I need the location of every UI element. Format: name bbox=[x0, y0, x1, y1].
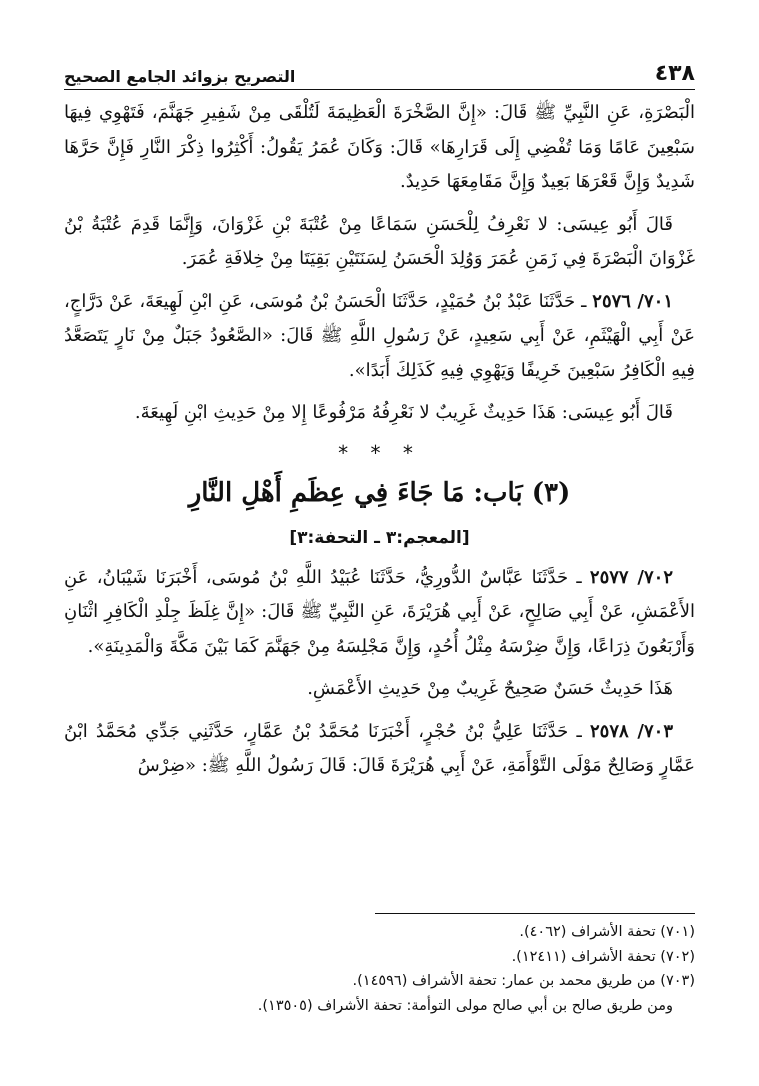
paragraph-commentary: قَالَ أَبُو عِيسَى: لا نَعْرِفُ لِلْحَسَنِ سَمَاعًا مِنْ عُتْبَةَ بْنِ غَزْوَانَ، وَإِنَّمَا قَدِمَ عُتْبَةُ بْنُ غَزْوَانَ الْبَصْرَةَ فِي زَمَنِ عُمَرَ وَوُلِدَ الْحَسَنُ لِسَنَتَيْنِ بَقِيَتَا مِنْ خِلافَةِ عُمَرَ. bbox=[64, 213, 695, 269]
footnotes bbox=[64, 920, 695, 1018]
footnote: (٧٠٣) من طريق محمد بن عمار: تحفة الأشراف (١٤٥٩٦). bbox=[352, 973, 695, 989]
chapter-references: [المعجم:٣ ـ التحفة:٣] bbox=[289, 527, 470, 548]
hadith-text: ـ حَدَّثَنَا عَبَّاسٌ الدُّورِيُّ، حَدَّثَنَا عُبَيْدُ اللَّهِ بْنُ مُوسَى، أَخْبَرَنَا شَيْبَانُ، عَنِ الأَعْمَشِ، عَنْ أَبِي صَالِحٍ، عَنْ أَبِي هُرَيْرَةَ، عَنِ النَّبِيِّ ﷺ قَالَ: «إِنَّ غِلَظَ جِلْدِ الْكَافِرِ اثْنَانِ وَأَرْبَعُونَ ذِرَاعًا، وَإِنَّ ضِرْسَهُ مِثْلُ أُحُدٍ، وَإِنَّ مَجْلِسَهُ مِنْ جَهَنَّمَ كَمَا بَيْنَ مَكَّةَ وَالْمَدِينَةِ». bbox=[64, 566, 695, 657]
hadith-number: ٧٠٣/ ٢٥٧٨ bbox=[589, 720, 674, 742]
hadith-text: ـ حَدَّثَنَا عَبْدُ بْنُ حُمَيْدٍ، حَدَّثَنَا الْحَسَنُ بْنُ مُوسَى، عَنِ ابْنِ لَهِيعَةَ، عَنْ دَرَّاجٍ، عَنْ أَبِي الْهَيْثَمِ، عَنْ أَبِي سَعِيدٍ، عَنْ رَسُولِ اللَّهِ ﷺ قَالَ: «الصَّعُودُ جَبَلٌ مِنْ نَارٍ يَتَصَعَّدُ فِيهِ الْكَافِرُ سَبْعِينَ خَرِيفًا وَيَهْوِي فِيهِ كَذَلِكَ أَبَدًا». bbox=[64, 290, 695, 381]
hadith-number: ٧٠٢/ ٢٥٧٧ bbox=[589, 566, 673, 588]
paragraph-commentary: قَالَ أَبُو عِيسَى: هَذَا حَدِيثٌ غَرِيبٌ لا نَعْرِفُهُ مَرْفُوعًا إِلا مِنْ حَدِيثِ ابْنِ لَهِيعَةَ. bbox=[134, 402, 673, 423]
hadith-702 bbox=[64, 561, 695, 665]
footnote: ومن طريق صالح بن أبي صالح مولى التوأمة: تحفة الأشراف (١٣٥٠٥). bbox=[257, 997, 673, 1014]
page-number: ٤٣٨ bbox=[654, 61, 695, 86]
running-title: التصريح بزوائد الجامع الصحيح bbox=[64, 67, 296, 86]
hadith-text: ـ حَدَّثَنَا عَلِيُّ بْنُ حُجْرٍ، أَخْبَرَنَا مُحَمَّدُ بْنُ عَمَّارٍ، حَدَّثَنِي جَدِّي مُحَمَّدُ ابْنُ عَمَّارٍ وَصَالِحٌ مَوْلَى التَّوْأَمَةِ، عَنْ أَبِي هُرَيْرَةَ قَالَ: قَالَ رَسُولُ اللَّهِ ﷺ: «ضِرْسُ bbox=[64, 720, 695, 776]
page-body bbox=[64, 96, 695, 792]
hadith-701 bbox=[64, 285, 695, 389]
footnote-divider bbox=[375, 913, 695, 914]
section-separator: * * * bbox=[338, 440, 421, 465]
paragraph-continuation: الْبَصْرَةِ، عَنِ النَّبِيِّ ﷺ قَالَ: «إِنَّ الصَّخْرَةَ الْعَظِيمَةَ لَتُلْقَى مِنْ شَفِيرِ جَهَنَّمَ، فَتَهْوِي فِيهَا سَبْعِينَ عَامًا وَمَا تُفْضِي إِلَى قَرَارِهَا» قَالَ: وَكَانَ عُمَرُ يَقُولُ: أَكْثِرُوا ذِكْرَ النَّارِ فَإِنَّ حَرَّهَا شَدِيدٌ وَإِنَّ قَعْرَهَا بَعِيدٌ وَإِنَّ مَقَامِعَهَا حَدِيدٌ. bbox=[64, 102, 695, 192]
footnote: (٧٠٢) تحفة الأشراف (١٢٤١١). bbox=[511, 948, 695, 965]
hadith-number: ٧٠١/ ٢٥٧٦ bbox=[592, 290, 674, 312]
hadith-703 bbox=[64, 715, 695, 784]
paragraph-commentary: هَذَا حَدِيثٌ حَسَنٌ صَحِيحٌ غَرِيبٌ مِنْ حَدِيثِ الأَعْمَشِ. bbox=[307, 678, 673, 699]
footnote: (٧٠١) تحفة الأشراف (٤٠٦٢). bbox=[519, 924, 695, 940]
chapter-title: (٣) بَاب: مَا جَاءَ فِي عِظَمِ أَهْلِ النَّارِ bbox=[188, 477, 571, 508]
page-header bbox=[64, 56, 695, 90]
